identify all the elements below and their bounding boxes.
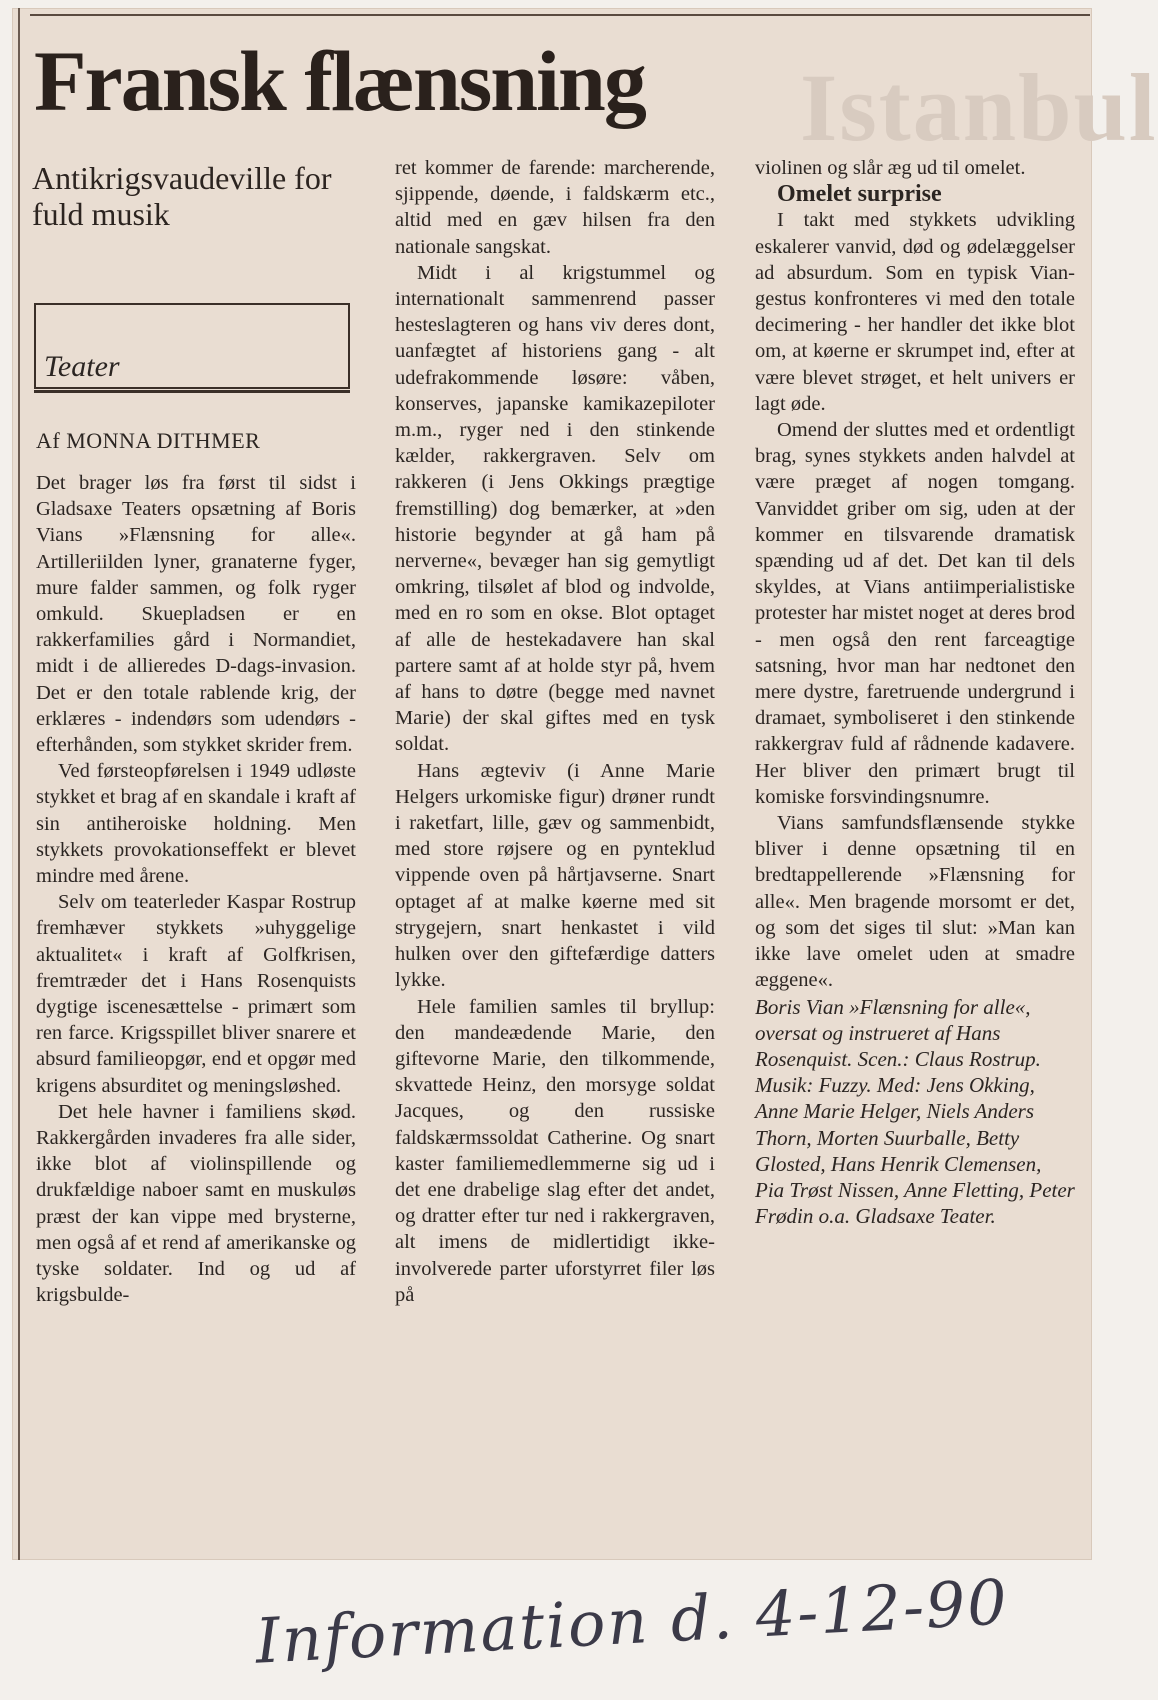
crosshead: Omelet surprise [777,181,942,208]
paragraph: I takt med stykkets udvikling eskalerer vanvid, død og ødelæggelser ad absurdum. Som en typisk Vian-gestus konfronteres vi med den totale decimering - her handler det ikke blot om, at køerne er skrumpet ind, efter at være blevet strøget, et helt univers er lagt øde. [755,209,1075,415]
paragraph: Midt i al krigstummel og internationalt sammenrend passer hesteslagteren og hans viv deres dont, uanfægtet af historiens gang - alt udefrakommende løsøre: våben, konserves, japanske kamikazepiloter m.m., ryger ned i den stinkende kælder, rakkergraven. Selv om rakkeren (i Jens Okkings prægtige fremstilling) dog bemærker, at »den historie begynder at gå ham på nerverne«, bevæger han sig gemytligt omkring, tilsølet af blod og indvolde, med en ro som en okse. Blot optaget af alle de hestekadavere han skal partere samt af at holde styr på, hvem af hans to døtre (begge med navnet Marie) der skal giftes med en tysk soldat. [395,261,715,756]
subheadline: Antikrigsvaudeville for fuld musik [32,160,332,232]
paragraph: Omend der sluttes med et ordentligt brag, synes stykkets anden halvdel at være præget af nogen tomgang. Vanviddet griber om sig, uden at der kommer en tilsvarende dramatisk spænding ud af det. Det kan til dels skyldes, at Vians antiimperialistiske protester har mistet noget at deres brod - men også den rent farceagtige satsning, hvor man har nedtonet den mere dystre, faretruende undergrund i dramaet, symboliseret i den stinkende rakkergrav fuld af rådnende kadavere. Her bliver den primært brugt til komiske forsvindingsnumre. [755,419,1075,808]
paragraph: Hele familien samles til bryllup: den mandeædende Marie, den giftevorne Marie, den tilkommende, skvattede Heinz, den morsyge soldat Jacques, og den russiske faldskærmssoldat Catherine. Og snart kaster familiemedlemmerne sig ud i det ene drabelige slag efter det andet, og dratter efter tur ned i rakkergraven, alt imens de midlertidigt ikke-involverede parter uforstyrret filer løs på [395,995,715,1306]
section-label: Teater [44,350,120,383]
handwritten-note: Information d. 4-12-90 [253,1565,1011,1678]
top-border-rule [30,14,1090,16]
section-rule [34,390,350,393]
paragraph: violinen og slår æg ud til omelet. [755,157,1026,179]
headline: Fransk flænsning [34,33,645,129]
paragraph: Ved førsteopførelsen i 1949 udløste stykket et brag af en skandale i kraft af sin antiheroiske holdning. Men stykkets provokationseffekt er blevet mindre med årene. [36,760,356,888]
section-label-box [34,303,350,389]
paragraph: ret kommer de farende: marcherende, sjippende, døende, i faldskærm etc., altid med en gæv hilsen fra den nationale sangskat. [395,157,715,258]
production-credits: Boris Vian »Flænsning for alle«, oversat og instrueret af Hans Rosenquist. Scen.: Claus Rostrup. Musik: Fuzzy. Med: Jens Okking, Anne Marie Helger, Niels Anders Thorn, Morten Suurballe, Betty Glosted, Hans Henrik Clemensen, Pia Trøst Nissen, Anne Fletting, Peter Frødin o.a. Gladsaxe Teater. [755,994,1075,1229]
article-column-3 [755,155,1075,1229]
background-headline: Istanbul [800,54,1158,161]
paragraph: Selv om teaterleder Kaspar Rostrup fremhæver stykkets »uhyggelige aktualitet« i kraft af Golfkrisen, fremtræder det i Hans Rosenquists dygtige iscenesættelse - primært som ren farce. Krigsspillet bliver snarere et absurd familieopgør, end et opgør med krigens absurditet og meningsløshed. [36,891,356,1097]
article-column-2 [395,155,715,1308]
paragraph: Det hele havner i familiens skød. Rakkergården invaderes fra alle sider, ikke blot af violinspillende og drukfældige naboer samt en muskuløs præst der kan vippe med brysterne, men også af et rend af amerikanske og tyske soldater. Ind og ud af krigsbulde- [36,1100,356,1307]
paragraph: Det brager løs fra først til sidst i Gladsaxe Teaters opsætning af Boris Vians »Flænsning for alle«. Artilleriilden lyner, granaterne fyger, mure falder sammen, og folk ryger omkuld. Skuepladsen er en rakkerfamilies gård i Normandiet, midt i de allieredes D-dags-invasion. Det er den totale rablende krig, der erklæres - indendørs som udendørs - efterhånden, som stykket skrider frem. [36,472,356,757]
article-column-1 [36,470,356,1309]
byline: Af MONNA DITHMER [36,428,261,453]
paragraph: Vians samfundsflænsende stykke bliver i denne opsætning til en bredtappellerende »Flænsning for alle«. Men bragende morsomt er det, og som det siges til slut: »Man kan ikke lave omelet uden at smadre æggene«. [755,812,1075,992]
paragraph: Hans ægteviv (i Anne Marie Helgers urkomiske figur) drøner rundt i raketfart, lille, gæv og sammenbidt, med store røjsere og en pynteklud vippende oven på hårtjavserne. Snart optaget af at malke køerne med sit strygejern, snart henkastet i vild hulken over den giftefærdige datters lykke. [395,759,715,992]
left-border-rule [18,8,20,1560]
